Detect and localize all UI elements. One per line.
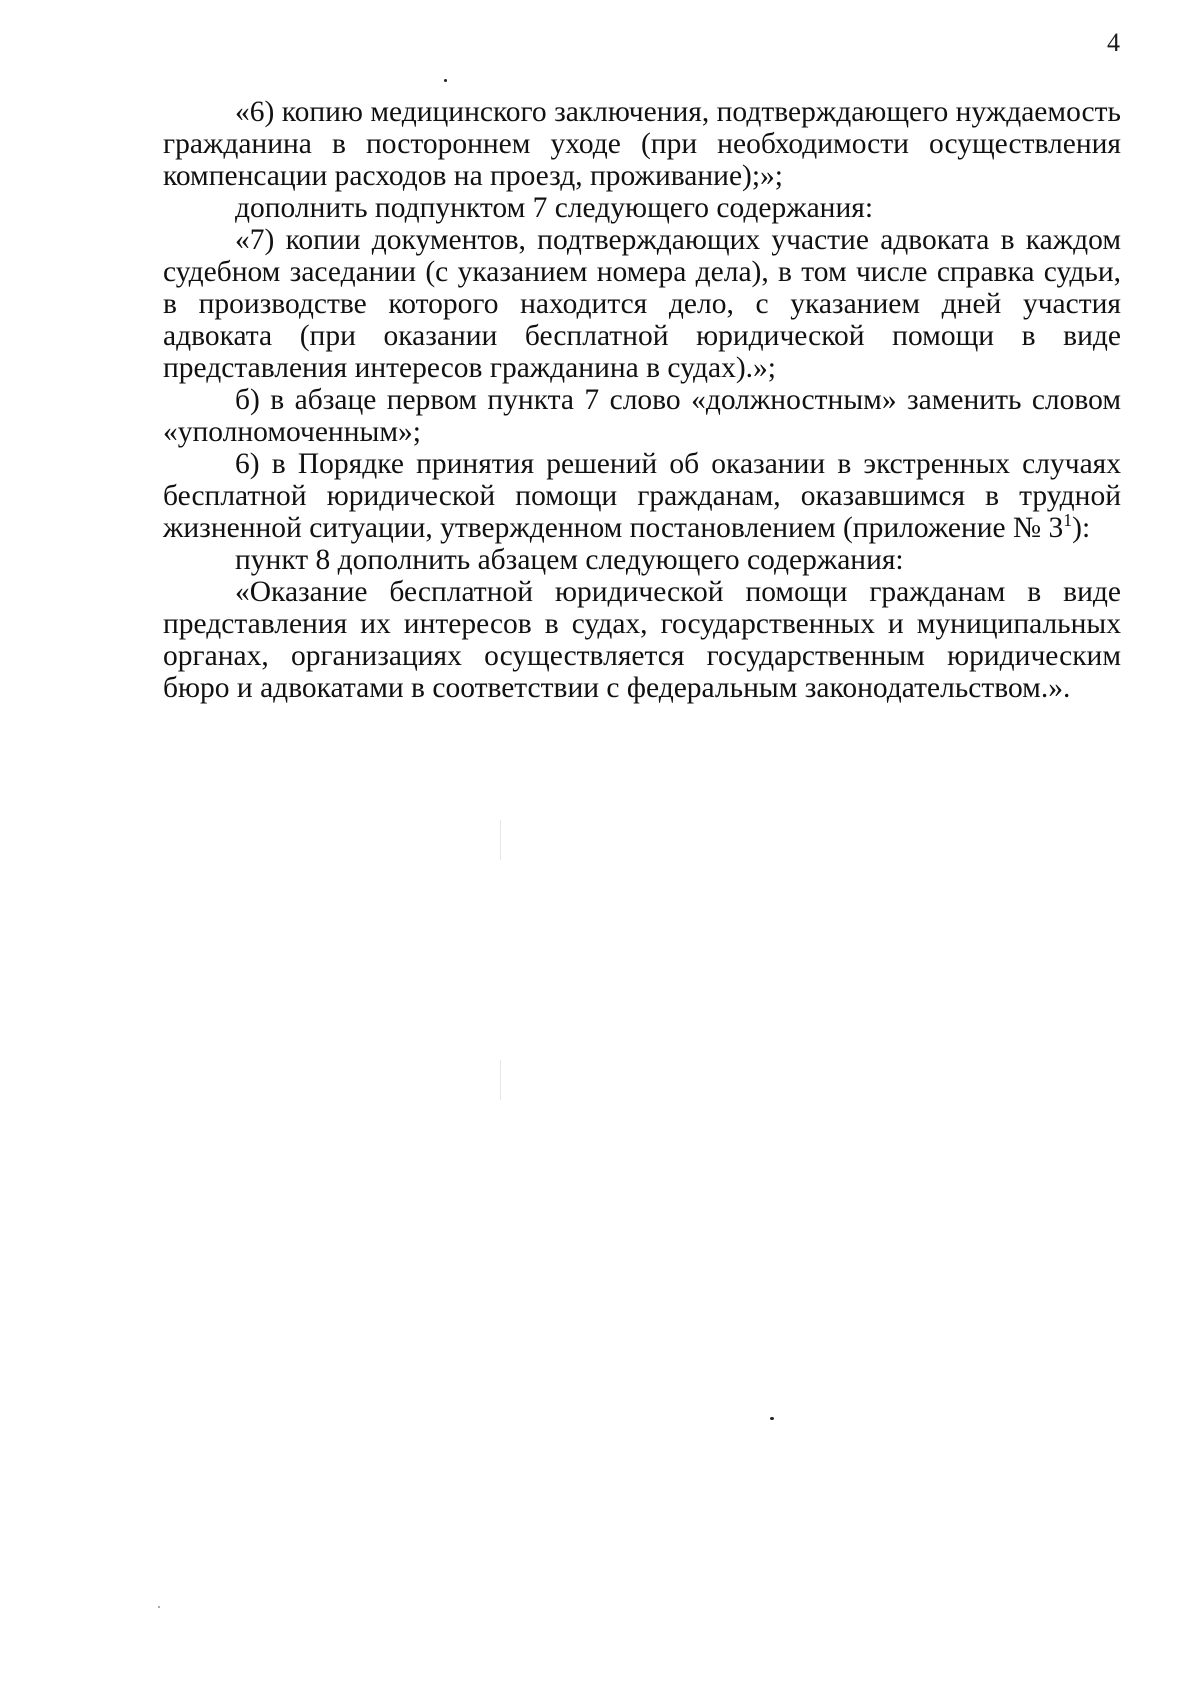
paragraph-add-subitem-7: дополнить подпунктом 7 следующего содержания:: [235, 192, 874, 224]
page-number: 4: [1107, 28, 1120, 57]
scan-speck: [158, 1606, 160, 1608]
scan-artifact: [500, 1060, 501, 1100]
paragraph-item-7-text: «7) копии документов, подтверждающих участие адвоката в каждом судебном заседании (с указанием номера дела), в том числе справка судьи, в производстве которого находится дело, с указанием дней участия адвоката (при оказании бесплатной юридической помощи в виде представления интересов гражданина в судах).»;: [163, 224, 1121, 384]
scan-artifact: [500, 820, 501, 860]
scan-speck: [444, 79, 447, 82]
paragraph-point-8-add: пункт 8 дополнить абзацем следующего содержания:: [235, 544, 904, 576]
superscript-1: 1: [1063, 510, 1073, 531]
paragraph-item-6-text: «6) копию медицинского заключения, подтверждающего нуждаемость гражданина в постороннем уходе (при необходимости осуществления компенсации расходов на проезд, проживание);»;: [163, 96, 1121, 192]
paragraph-point-6-procedure: [163, 448, 1121, 544]
scan-speck: [770, 1417, 774, 1420]
paragraph-point-6-main: 6) в Порядке принятия решений об оказании в экстренных случаях бесплатной юридической помощи гражданам, оказавшимся в трудной жизненной ситуации, утвержденном постановлением (приложение № 3: [163, 448, 1121, 544]
paragraph-point-b: б) в абзаце первом пункта 7 слово «должностным» заменить словом «уполномоченным»;: [163, 384, 1121, 448]
paragraph-point-6-tail: ):: [1072, 512, 1091, 544]
paragraph-legal-aid-text: «Оказание бесплатной юридической помощи гражданам в виде представления их интересов в судах, государственных и муниципальных органах, организациях осуществляется государственным юридическим бюро и адвокатами в соответствии с федеральным законодательством.».: [163, 576, 1121, 704]
document-body: [163, 96, 1121, 704]
